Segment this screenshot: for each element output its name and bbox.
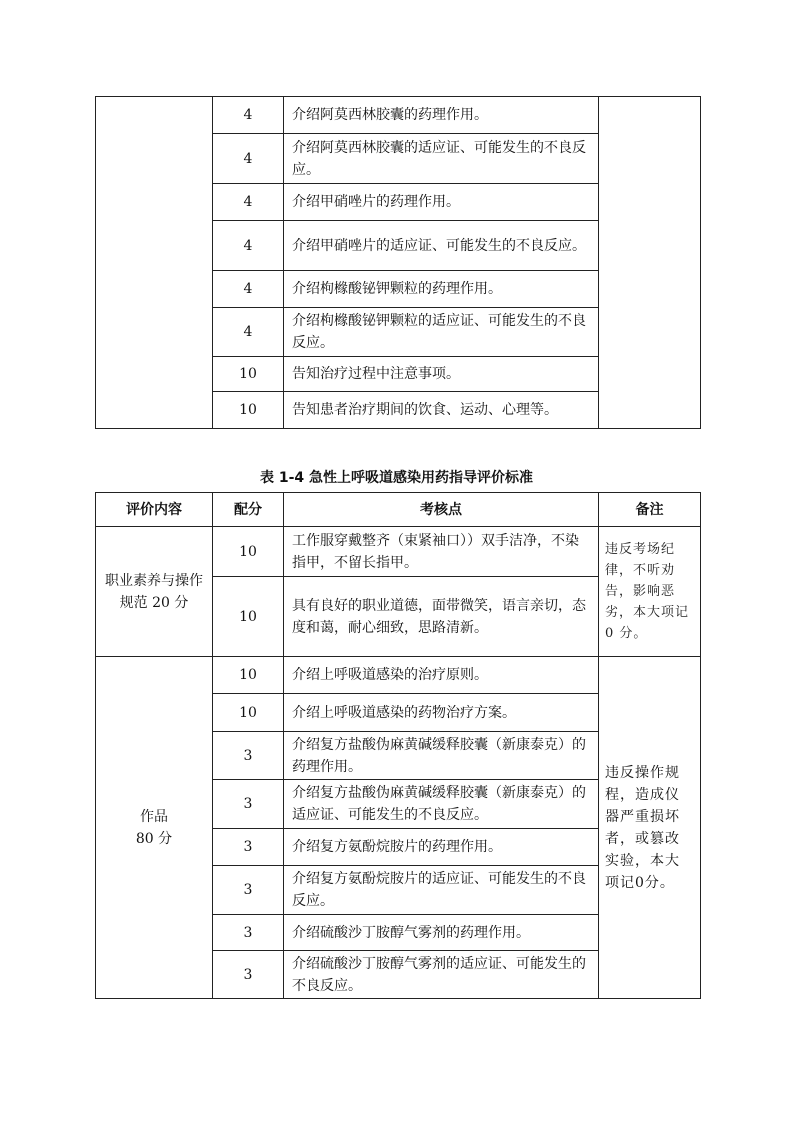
header-point: 考核点: [284, 493, 599, 527]
header-note: 备注: [599, 493, 701, 527]
header-score: 配分: [213, 493, 284, 527]
score-cell: 3: [213, 915, 284, 951]
point-cell: 工作服穿戴整齐（束紧袖口））双手洁净，不染指甲，不留长指甲。: [284, 527, 599, 577]
section-note-cell: 违反操作规程，造成仪器严重损坏者，或篡改实验，本大项记0分。: [599, 657, 701, 999]
point-cell: 介绍上呼吸道感染的治疗原则。: [284, 657, 599, 694]
point-cell: 介绍复方盐酸伪麻黄碱缓释胶囊（新康泰克）的药理作用。: [284, 732, 599, 780]
score-cell: 10: [213, 577, 284, 657]
point-cell: 介绍硫酸沙丁胺醇气雾剂的药理作用。: [284, 915, 599, 951]
section-content-cell: 职业素养与操作规范 20 分: [96, 527, 213, 657]
score-cell: 3: [213, 732, 284, 780]
point-cell: 介绍上呼吸道感染的药物治疗方案。: [284, 694, 599, 732]
header-content: 评价内容: [96, 493, 213, 527]
section-content-title: 作品: [140, 808, 168, 825]
section-content-cell: [96, 657, 213, 999]
score-cell: 10: [213, 357, 284, 392]
point-cell: 介绍硫酸沙丁胺醇气雾剂的适应证、可能发生的不良反应。: [284, 951, 599, 999]
score-cell: 10: [213, 527, 284, 577]
score-cell: 3: [213, 866, 284, 915]
score-cell: 4: [213, 97, 284, 134]
score-cell: 10: [213, 657, 284, 694]
note-cell: [599, 97, 701, 429]
score-cell: 10: [213, 694, 284, 732]
score-cell: 4: [213, 184, 284, 221]
section-content-score: 80 分: [135, 830, 173, 847]
point-cell: 介绍复方氨酚烷胺片的适应证、可能发生的不良反应。: [284, 866, 599, 915]
table-continuation: [95, 96, 701, 429]
score-cell: 4: [213, 308, 284, 357]
table-row: [96, 657, 701, 694]
point-cell: 介绍甲硝唑片的适应证、可能发生的不良反应。: [284, 221, 599, 271]
point-cell: 介绍甲硝唑片的药理作用。: [284, 184, 599, 221]
score-cell: 10: [213, 392, 284, 429]
point-cell: 告知治疗过程中注意事项。: [284, 357, 599, 392]
section-note-cell: 违反考场纪律，不听劝告，影响恶劣，本大项记 0 分。: [599, 527, 701, 657]
score-cell: 4: [213, 221, 284, 271]
point-cell: 介绍枸橼酸铋钾颗粒的药理作用。: [284, 271, 599, 308]
score-cell: 4: [213, 134, 284, 184]
score-cell: 3: [213, 951, 284, 999]
point-cell: 介绍复方氨酚烷胺片的药理作用。: [284, 829, 599, 866]
table-row: [96, 527, 701, 577]
point-cell: 介绍枸橼酸铋钾颗粒的适应证、可能发生的不良反应。: [284, 308, 599, 357]
point-cell: 介绍阿莫西林胶囊的适应证、可能发生的不良反应。: [284, 134, 599, 184]
evaluation-table: [95, 492, 701, 999]
score-cell: 4: [213, 271, 284, 308]
point-cell: 介绍阿莫西林胶囊的药理作用。: [284, 97, 599, 134]
table-row: [96, 97, 701, 134]
score-cell: 3: [213, 780, 284, 829]
point-cell: 介绍复方盐酸伪麻黄碱缓释胶囊（新康泰克）的适应证、可能发生的不良反应。: [284, 780, 599, 829]
point-cell: 具有良好的职业道德，面带微笑，语言亲切，态度和蔼，耐心细致，思路清新。: [284, 577, 599, 657]
table-caption: 表 1-4 急性上呼吸道感染用药指导评价标准: [259, 470, 534, 486]
content-cell: [96, 97, 213, 429]
table-header-row: [96, 493, 701, 527]
score-cell: 3: [213, 829, 284, 866]
point-cell: 告知患者治疗期间的饮食、运动、心理等。: [284, 392, 599, 429]
